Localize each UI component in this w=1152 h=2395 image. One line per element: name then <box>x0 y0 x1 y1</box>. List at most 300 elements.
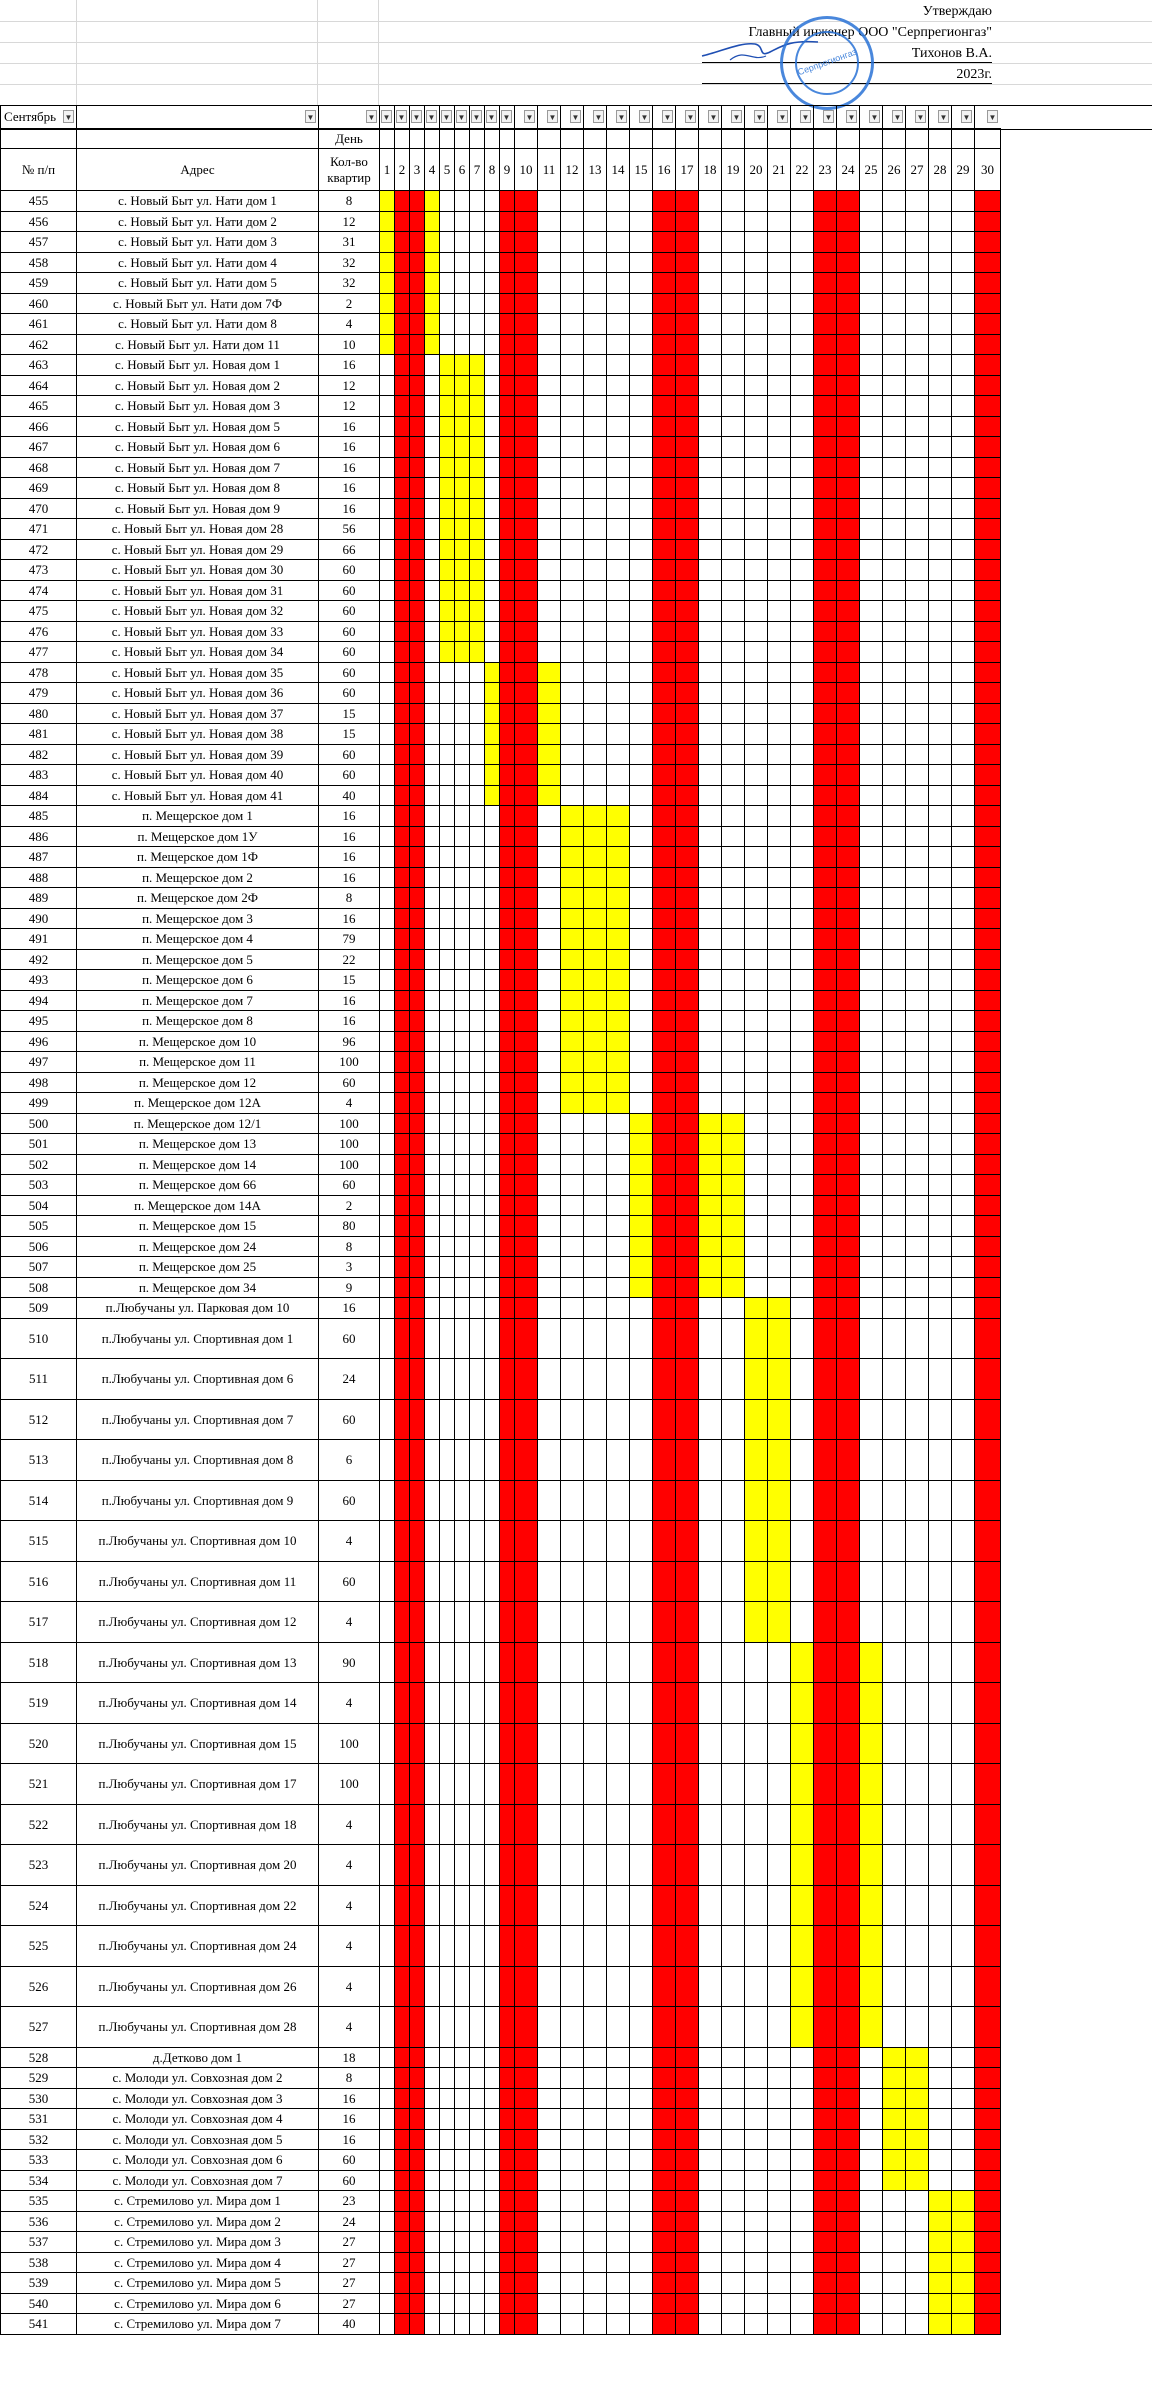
filter-dropdown[interactable]: ▼ <box>662 110 673 123</box>
day-cell <box>883 1072 906 1093</box>
day-cell <box>929 1154 952 1175</box>
day-cell <box>440 929 455 950</box>
weekend-cell <box>515 2170 538 2191</box>
row-apartment-count: 15 <box>319 724 380 745</box>
filter-dropdown[interactable]: ▼ <box>486 110 497 123</box>
row-number: 526 <box>1 1966 77 2007</box>
weekend-cell <box>814 1723 837 1764</box>
day-cell <box>380 683 395 704</box>
day-cell <box>630 683 653 704</box>
scheduled-cell <box>883 2109 906 2130</box>
day-cell <box>538 929 561 950</box>
day-cell <box>745 765 768 786</box>
weekend-cell <box>395 355 410 376</box>
weekend-cell <box>676 396 699 417</box>
table-row <box>1 355 1001 376</box>
scheduled-cell <box>561 949 584 970</box>
day-cell <box>561 2293 584 2314</box>
day-cell <box>906 1723 929 1764</box>
day-cell <box>584 724 607 745</box>
weekend-cell <box>837 457 860 478</box>
day-cell <box>485 1195 500 1216</box>
day-cell <box>470 2109 485 2130</box>
day-cell <box>607 2232 630 2253</box>
filter-dropdown[interactable]: ▼ <box>547 110 558 123</box>
day-cell <box>768 2273 791 2294</box>
row-number: 532 <box>1 2129 77 2150</box>
day-cell <box>768 211 791 232</box>
filter-month-dropdown[interactable]: ▼ <box>63 110 74 123</box>
day-cell <box>906 806 929 827</box>
scheduled-cell <box>584 1093 607 1114</box>
weekend-cell <box>395 478 410 499</box>
row-apartment-count: 27 <box>319 2252 380 2273</box>
scheduled-cell <box>584 990 607 1011</box>
weekend-cell <box>500 1561 515 1602</box>
weekend-cell <box>653 252 676 273</box>
filter-dropdown[interactable]: ▼ <box>846 110 857 123</box>
table-row <box>1 273 1001 294</box>
filter-dropdown[interactable]: ▼ <box>524 110 535 123</box>
filter-dropdown[interactable]: ▼ <box>938 110 949 123</box>
day-cell <box>440 1175 455 1196</box>
day-cell <box>906 785 929 806</box>
row-number: 494 <box>1 990 77 1011</box>
day-cell <box>584 1480 607 1521</box>
day-cell <box>630 765 653 786</box>
day-cell <box>380 765 395 786</box>
weekend-cell <box>653 2129 676 2150</box>
day-cell <box>745 437 768 458</box>
filter-dropdown[interactable]: ▼ <box>915 110 926 123</box>
day-cell <box>745 396 768 417</box>
day-cell <box>699 191 722 212</box>
header-day-22: 22 <box>791 149 814 191</box>
weekend-cell <box>500 949 515 970</box>
row-number: 513 <box>1 1440 77 1481</box>
filter-dropdown[interactable]: ▼ <box>731 110 742 123</box>
day-cell <box>607 2150 630 2171</box>
day-cell <box>722 1804 745 1845</box>
weekend-cell <box>653 1602 676 1643</box>
table-row <box>1 621 1001 642</box>
weekend-cell <box>975 1723 1001 1764</box>
day-cell <box>768 1257 791 1278</box>
day-cell <box>561 478 584 499</box>
day-cell <box>584 560 607 581</box>
scheduled-cell <box>745 1521 768 1562</box>
day-cell <box>722 970 745 991</box>
day-cell <box>860 1257 883 1278</box>
day-cell <box>952 396 975 417</box>
header-count <box>319 149 380 191</box>
day-cell <box>768 1845 791 1886</box>
day-cell <box>929 2170 952 2191</box>
row-address: с. Новый Быт ул. Новая дом 30 <box>77 560 319 581</box>
day-cell <box>906 1216 929 1237</box>
day-cell <box>470 1134 485 1155</box>
row-number: 462 <box>1 334 77 355</box>
weekend-cell <box>676 1440 699 1481</box>
day-cell <box>607 314 630 335</box>
filter-dropdown[interactable]: ▼ <box>305 110 316 123</box>
weekend-cell <box>676 1052 699 1073</box>
weekend-cell <box>410 1113 425 1134</box>
day-cell <box>906 416 929 437</box>
day-cell <box>538 1318 561 1359</box>
day-cell <box>883 1845 906 1886</box>
filter-dropdown[interactable]: ▼ <box>961 110 972 123</box>
day-cell <box>768 2191 791 2212</box>
scheduled-cell <box>860 1683 883 1724</box>
scheduled-cell <box>455 375 470 396</box>
day-cell <box>584 2211 607 2232</box>
row-number: 525 <box>1 1926 77 1967</box>
weekend-cell <box>500 724 515 745</box>
weekend-cell <box>975 232 1001 253</box>
day-cell <box>455 1298 470 1319</box>
day-cell <box>440 1154 455 1175</box>
row-apartment-count: 100 <box>319 1052 380 1073</box>
day-cell <box>952 1966 975 2007</box>
day-cell <box>860 211 883 232</box>
day-cell <box>455 1885 470 1926</box>
weekend-cell <box>515 642 538 663</box>
day-cell <box>630 2314 653 2335</box>
weekend-cell <box>395 580 410 601</box>
weekend-cell <box>975 703 1001 724</box>
weekend-cell <box>676 1216 699 1237</box>
weekend-cell <box>515 1683 538 1724</box>
filter-dropdown[interactable]: ▼ <box>366 110 377 123</box>
day-cell <box>745 2088 768 2109</box>
day-cell <box>699 375 722 396</box>
scheduled-cell <box>768 1298 791 1319</box>
weekend-cell <box>837 642 860 663</box>
day-cell <box>538 1011 561 1032</box>
day-cell <box>584 396 607 417</box>
header-day-9: 9 <box>500 149 515 191</box>
table-row <box>1 662 1001 683</box>
day-cell <box>485 314 500 335</box>
weekend-cell <box>515 1216 538 1237</box>
header-blank-cell <box>538 129 561 149</box>
row-address: с. Новый Быт ул. Нати дом 2 <box>77 211 319 232</box>
day-cell <box>768 621 791 642</box>
scheduled-cell <box>906 2088 929 2109</box>
row-address: п. Мещерское дом 3 <box>77 908 319 929</box>
day-cell <box>561 2150 584 2171</box>
filter-dropdown[interactable]: ▼ <box>441 110 452 123</box>
day-cell <box>745 1175 768 1196</box>
weekend-cell <box>515 1175 538 1196</box>
day-cell <box>745 2109 768 2130</box>
day-cell <box>929 293 952 314</box>
day-cell <box>699 1298 722 1319</box>
day-cell <box>929 478 952 499</box>
scheduled-cell <box>584 1031 607 1052</box>
day-cell <box>745 1031 768 1052</box>
day-cell <box>425 1031 440 1052</box>
day-cell <box>699 2150 722 2171</box>
table-row <box>1 2129 1001 2150</box>
weekend-cell <box>500 621 515 642</box>
day-cell <box>952 1216 975 1237</box>
weekend-cell <box>653 1298 676 1319</box>
weekend-cell <box>814 1804 837 1845</box>
weekend-cell <box>410 990 425 1011</box>
day-cell <box>860 601 883 622</box>
row-apartment-count: 12 <box>319 211 380 232</box>
weekend-cell <box>653 1642 676 1683</box>
table-row <box>1 293 1001 314</box>
day-cell <box>699 2252 722 2273</box>
day-cell <box>538 2150 561 2171</box>
day-cell <box>440 1011 455 1032</box>
day-cell <box>538 539 561 560</box>
weekend-cell <box>653 2047 676 2068</box>
row-number: 515 <box>1 1521 77 1562</box>
row-address: с. Молоди ул. Совхозная дом 2 <box>77 2068 319 2089</box>
day-cell <box>607 1298 630 1319</box>
day-cell <box>584 1359 607 1400</box>
day-cell <box>952 847 975 868</box>
filter-dropdown[interactable]: ▼ <box>411 110 422 123</box>
day-cell <box>561 1154 584 1175</box>
scheduled-cell <box>630 1175 653 1196</box>
day-cell <box>607 1602 630 1643</box>
weekend-cell <box>395 191 410 212</box>
filter-dropdown[interactable]: ▼ <box>616 110 627 123</box>
row-number: 529 <box>1 2068 77 2089</box>
row-apartment-count: 16 <box>319 437 380 458</box>
day-cell <box>425 1175 440 1196</box>
day-cell <box>561 1602 584 1643</box>
day-cell <box>561 519 584 540</box>
filter-dropdown[interactable]: ▼ <box>456 110 467 123</box>
day-cell <box>380 355 395 376</box>
day-cell <box>699 1683 722 1724</box>
day-cell <box>745 2232 768 2253</box>
day-cell <box>952 642 975 663</box>
weekend-cell <box>837 355 860 376</box>
day-cell <box>538 1804 561 1845</box>
day-cell <box>470 908 485 929</box>
day-cell <box>440 724 455 745</box>
day-cell <box>538 1399 561 1440</box>
day-cell <box>791 314 814 335</box>
filter-dropdown[interactable]: ▼ <box>639 110 650 123</box>
filter-dropdown[interactable]: ▼ <box>800 110 811 123</box>
filter-dropdown[interactable]: ▼ <box>777 110 788 123</box>
weekend-cell <box>837 478 860 499</box>
day-cell <box>630 724 653 745</box>
scheduled-cell <box>699 1154 722 1175</box>
weekend-cell <box>395 1093 410 1114</box>
day-cell <box>485 1602 500 1643</box>
day-cell <box>906 1195 929 1216</box>
filter-dropdown[interactable]: ▼ <box>396 110 407 123</box>
day-cell <box>860 1561 883 1602</box>
day-cell <box>745 1683 768 1724</box>
day-cell <box>630 662 653 683</box>
scheduled-cell <box>584 867 607 888</box>
weekend-cell <box>410 519 425 540</box>
day-cell <box>380 478 395 499</box>
day-cell <box>425 970 440 991</box>
day-cell <box>455 1521 470 1562</box>
day-cell <box>745 621 768 642</box>
weekend-cell <box>515 1113 538 1134</box>
day-cell <box>906 232 929 253</box>
day-cell <box>561 1642 584 1683</box>
weekend-cell <box>975 437 1001 458</box>
scheduled-cell <box>607 990 630 1011</box>
filter-dropdown[interactable]: ▼ <box>754 110 765 123</box>
weekend-cell <box>837 867 860 888</box>
weekend-cell <box>500 2293 515 2314</box>
day-cell <box>860 396 883 417</box>
day-cell <box>425 744 440 765</box>
filter-dropdown[interactable]: ▼ <box>892 110 903 123</box>
day-cell <box>699 519 722 540</box>
day-cell <box>883 908 906 929</box>
day-cell <box>745 252 768 273</box>
day-cell <box>455 1399 470 1440</box>
day-cell <box>791 662 814 683</box>
day-cell <box>561 560 584 581</box>
weekend-cell <box>814 1318 837 1359</box>
filter-dropdown[interactable]: ▼ <box>708 110 719 123</box>
day-cell <box>791 1031 814 1052</box>
weekend-cell <box>395 1011 410 1032</box>
day-cell <box>699 703 722 724</box>
scheduled-cell <box>380 334 395 355</box>
day-cell <box>561 1480 584 1521</box>
day-cell <box>538 949 561 970</box>
day-cell <box>538 1257 561 1278</box>
filter-dropdown[interactable]: ▼ <box>426 110 437 123</box>
day-cell <box>699 1052 722 1073</box>
row-number: 493 <box>1 970 77 991</box>
day-cell <box>630 642 653 663</box>
weekend-cell <box>975 1113 1001 1134</box>
weekend-cell <box>410 2170 425 2191</box>
day-cell <box>768 724 791 745</box>
scheduled-cell <box>380 232 395 253</box>
weekend-cell <box>676 703 699 724</box>
day-cell <box>380 1175 395 1196</box>
scheduled-cell <box>952 2252 975 2273</box>
day-cell <box>883 2191 906 2212</box>
day-cell <box>768 2068 791 2089</box>
day-cell <box>485 293 500 314</box>
day-cell <box>470 826 485 847</box>
filter-dropdown[interactable]: ▼ <box>869 110 880 123</box>
weekend-cell <box>653 2088 676 2109</box>
day-cell <box>791 642 814 663</box>
filter-dropdown[interactable]: ▼ <box>593 110 604 123</box>
header-blank-cell <box>395 129 410 149</box>
scheduled-cell <box>607 1052 630 1073</box>
weekend-cell <box>975 2232 1001 2253</box>
weekend-cell <box>676 252 699 273</box>
filter-dropdown[interactable]: ▼ <box>685 110 696 123</box>
weekend-cell <box>837 908 860 929</box>
day-cell <box>440 1602 455 1643</box>
day-cell <box>455 1216 470 1237</box>
weekend-cell <box>814 724 837 745</box>
table-row <box>1 990 1001 1011</box>
day-cell <box>745 744 768 765</box>
day-cell <box>906 2293 929 2314</box>
filter-dropdown[interactable]: ▼ <box>501 110 512 123</box>
day-cell <box>745 457 768 478</box>
table-row <box>1 1804 1001 1845</box>
day-cell <box>883 2211 906 2232</box>
day-cell <box>485 929 500 950</box>
weekend-cell <box>515 191 538 212</box>
day-cell <box>561 1966 584 2007</box>
header-blank-cell <box>860 129 883 149</box>
day-cell <box>745 375 768 396</box>
filter-dropdown[interactable]: ▼ <box>381 110 392 123</box>
day-cell <box>722 724 745 745</box>
day-cell <box>380 1480 395 1521</box>
day-cell <box>630 867 653 888</box>
day-cell <box>380 1216 395 1237</box>
weekend-cell <box>395 888 410 909</box>
weekend-cell <box>837 970 860 991</box>
weekend-cell <box>653 1966 676 2007</box>
day-cell <box>883 1113 906 1134</box>
weekend-cell <box>676 785 699 806</box>
day-cell <box>952 191 975 212</box>
day-cell <box>699 1011 722 1032</box>
row-number: 519 <box>1 1683 77 1724</box>
day-cell <box>470 1359 485 1400</box>
day-cell <box>722 683 745 704</box>
day-cell <box>538 191 561 212</box>
filter-dropdown[interactable]: ▼ <box>987 110 998 123</box>
header-day-29: 29 <box>952 149 975 191</box>
day-cell <box>380 2129 395 2150</box>
day-cell <box>440 1093 455 1114</box>
day-cell <box>860 498 883 519</box>
day-cell <box>722 355 745 376</box>
day-cell <box>561 703 584 724</box>
day-cell <box>485 1175 500 1196</box>
day-cell <box>440 252 455 273</box>
day-cell <box>883 1480 906 1521</box>
day-cell <box>470 2191 485 2212</box>
day-cell <box>584 2293 607 2314</box>
day-cell <box>860 478 883 499</box>
row-apartment-count: 4 <box>319 1602 380 1643</box>
day-cell <box>470 293 485 314</box>
weekend-cell <box>975 1521 1001 1562</box>
filter-dropdown[interactable]: ▼ <box>823 110 834 123</box>
weekend-cell <box>676 1561 699 1602</box>
day-cell <box>455 1440 470 1481</box>
day-cell <box>906 847 929 868</box>
filter-dropdown[interactable]: ▼ <box>570 110 581 123</box>
weekend-cell <box>410 2109 425 2130</box>
day-cell <box>791 1440 814 1481</box>
filter-dropdown[interactable]: ▼ <box>471 110 482 123</box>
weekend-cell <box>676 478 699 499</box>
row-address: п. Мещерское дом 4 <box>77 929 319 950</box>
